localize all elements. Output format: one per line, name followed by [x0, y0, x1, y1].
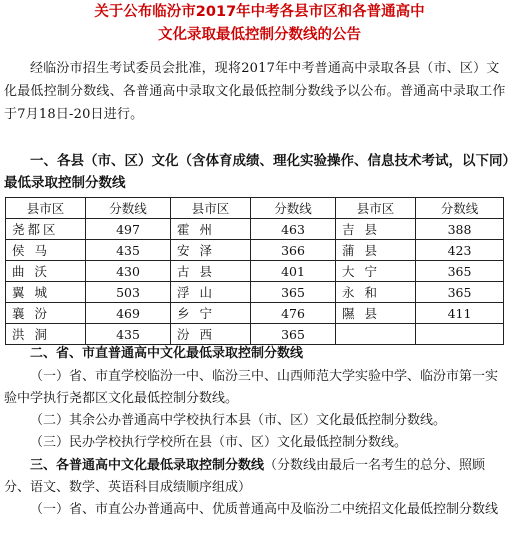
intro-paragraph: 经临汾市招生考试委员会批准，现将2017年中考普通高中录取各县（市、区）文化最低控制分数线、各普通高中录取文化最低控制分数线予以公布。普通高中录取工作于7月18日-20日进行。 — [4, 61, 506, 122]
score-cell: 435 — [86, 324, 171, 345]
county-cell: 曲 沃 — [6, 261, 86, 282]
notice-title-line-1: 关于公布临汾市2017年中考各县市区和各普通高中 — [94, 4, 425, 20]
score-cell: 366 — [251, 240, 336, 261]
county-cell: 乡 宁 — [171, 303, 251, 324]
section-2-heading: 二、省、市直普通高中文化最低录取控制分数线 — [30, 346, 304, 361]
county-cell: 蒲 县 — [336, 240, 416, 261]
county-cell: 安 泽 — [171, 240, 251, 261]
county-cell: 侯 马 — [6, 240, 86, 261]
header-score: 分数线 — [251, 198, 336, 219]
score-cell: 469 — [86, 303, 171, 324]
score-cell: 365 — [251, 282, 336, 303]
score-cell: 365 — [416, 282, 504, 303]
section-2-item-1: （一）省、市直学校临汾一中、临汾三中、山西师范大学实验中学、临汾市第一实验中学执行尧都区文化最低控制分数线。 — [4, 369, 499, 406]
score-cell — [416, 324, 504, 345]
score-cell: 503 — [86, 282, 171, 303]
score-cell: 365 — [251, 324, 336, 345]
county-cell: 浮 山 — [171, 282, 251, 303]
header-county: 县市区 — [6, 198, 86, 219]
section-3-note: （分数线由最后一名考生的总分、照顾分、语文、数学、英语科目成绩顺序组成） — [4, 458, 486, 495]
section-1-heading — [4, 150, 510, 194]
score-cell: 401 — [251, 261, 336, 282]
score-cell: 365 — [416, 261, 504, 282]
score-cell: 388 — [416, 219, 504, 240]
county-cell: 襄 汾 — [6, 303, 86, 324]
section-2-item-3: （三）民办学校执行学校所在县（市、区）文化最低控制分数线。 — [30, 435, 408, 450]
county-cell: 大 宁 — [336, 261, 416, 282]
county-cell — [336, 324, 416, 345]
table-row — [6, 303, 504, 324]
table-row — [6, 219, 504, 240]
score-cell: 423 — [416, 240, 504, 261]
section-3-paragraph — [4, 455, 510, 499]
section-1-heading-text: 一、各县（市、区）文化（含体育成绩、理化实验操作、信息技术考试，以下同）最低录取控制分数线 — [4, 153, 510, 191]
score-cell: 476 — [251, 303, 336, 324]
notice-title-line-2: 文化录取最低控制分数线的公告 — [158, 27, 361, 43]
county-cell: 霍 州 — [171, 219, 251, 240]
score-cell: 497 — [86, 219, 171, 240]
county-cell: 永 和 — [336, 282, 416, 303]
score-cell: 435 — [86, 240, 171, 261]
county-score-table — [5, 197, 504, 345]
table-header-row — [6, 198, 504, 219]
county-cell: 古 县 — [171, 261, 251, 282]
table-row — [6, 324, 504, 345]
header-score: 分数线 — [86, 198, 171, 219]
section-3-item-1: （一）省、市直公办普通高中、优质普通高中及临汾二中统招文化最低控制分数线 — [30, 502, 499, 517]
score-cell: 463 — [251, 219, 336, 240]
score-cell: 411 — [416, 303, 504, 324]
header-county: 县市区 — [171, 198, 251, 219]
header-county: 县市区 — [336, 198, 416, 219]
score-cell: 430 — [86, 261, 171, 282]
county-cell: 吉 县 — [336, 219, 416, 240]
county-cell: 隰 县 — [336, 303, 416, 324]
county-cell: 汾 西 — [171, 324, 251, 345]
table-row — [6, 282, 504, 303]
county-cell: 翼 城 — [6, 282, 86, 303]
header-score: 分数线 — [416, 198, 504, 219]
section-2-item-2: （二）其余公办普通高中学校执行本县（市、区）文化最低控制分数线。 — [30, 413, 447, 428]
county-cell: 洪 洞 — [6, 324, 86, 345]
table-row — [6, 261, 504, 282]
section-3-heading: 三、各普通高中文化最低录取控制分数线 — [30, 458, 265, 473]
county-cell: 尧都区 — [6, 219, 86, 240]
table-row — [6, 240, 504, 261]
